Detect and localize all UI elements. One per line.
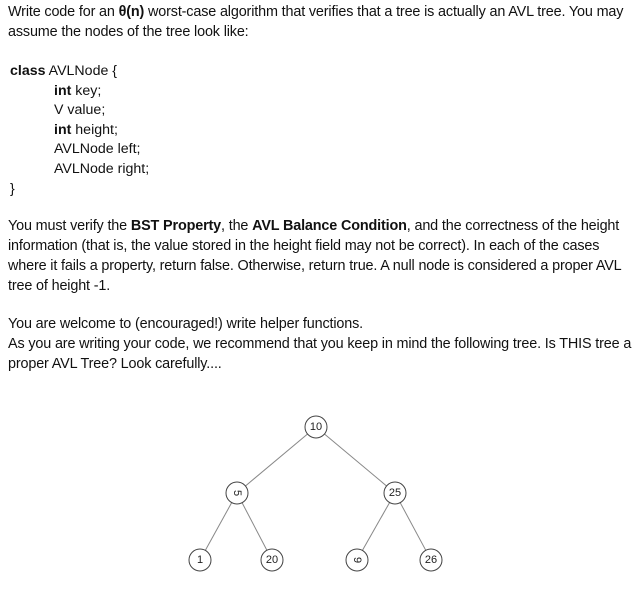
tree-node-1 bbox=[189, 549, 211, 571]
tree-edge-n25-n26 bbox=[400, 503, 426, 551]
field-height-type: int bbox=[54, 121, 72, 138]
tree-edge-n5-n1 bbox=[205, 503, 231, 551]
tree-node-9 bbox=[346, 549, 368, 571]
tree-node-label: 25 bbox=[388, 487, 402, 499]
field-height-name: height; bbox=[71, 121, 118, 138]
tree-node-26 bbox=[420, 549, 442, 571]
requirements-text-1: You must verify the bbox=[8, 218, 131, 234]
requirements-text-3: , and the correctness of the height information (that is, the value stored in the height field may not be correct). In each of the cases where it fails a property, return false. Otherwise, return true. A null node is considered a proper AVL tree of height -1. bbox=[8, 218, 621, 294]
tree-node-label: 1 bbox=[196, 554, 204, 566]
field-key-type: int bbox=[54, 82, 72, 99]
tree-node-label: 26 bbox=[424, 554, 438, 566]
tree-node-10 bbox=[305, 416, 327, 438]
tree-node-label: 5 bbox=[231, 489, 243, 497]
helpers-line-1: You are welcome to (encouraged!) write helper functions. bbox=[8, 316, 364, 332]
helpers-line-2: As you are writing your code, we recommend that you keep in mind the following tree. Is THIS tree a proper AVL Tree? Look carefully.... bbox=[8, 336, 632, 372]
intro-text-after: worst-case algorithm that verifies that a tree is actually an AVL tree. You may assume the nodes of the tree look like: bbox=[8, 4, 624, 40]
field-right-decl: AVLNode right; bbox=[54, 160, 150, 177]
tree-node-25 bbox=[384, 482, 406, 504]
field-key-name: key; bbox=[71, 82, 102, 99]
tree-node-5 bbox=[226, 482, 248, 504]
bst-property: BST Property bbox=[130, 218, 222, 234]
field-value-decl: V value; bbox=[54, 102, 106, 119]
class-keyword: class bbox=[10, 63, 46, 79]
tree-edge-n25-n9 bbox=[362, 503, 389, 551]
tree-node-20 bbox=[261, 549, 283, 571]
tree-edge-n10-n5 bbox=[245, 434, 307, 486]
requirements-text-2: , the bbox=[221, 218, 253, 234]
tree-node-label: 20 bbox=[265, 554, 279, 566]
class-name: AVLNode { bbox=[45, 63, 118, 79]
tree-node-label: 9 bbox=[351, 556, 363, 564]
avl-balance-condition: AVL Balance Condition bbox=[252, 218, 407, 234]
theta-notation: θ(n) bbox=[118, 4, 145, 20]
tree-edge-n10-n25 bbox=[324, 434, 386, 486]
field-left-decl: AVLNode left; bbox=[54, 141, 141, 158]
closing-brace: } bbox=[10, 180, 15, 197]
intro-text-before: Write code for an bbox=[8, 4, 119, 20]
tree-edge-n5-n20 bbox=[242, 503, 267, 551]
tree-node-label: 10 bbox=[309, 421, 323, 433]
